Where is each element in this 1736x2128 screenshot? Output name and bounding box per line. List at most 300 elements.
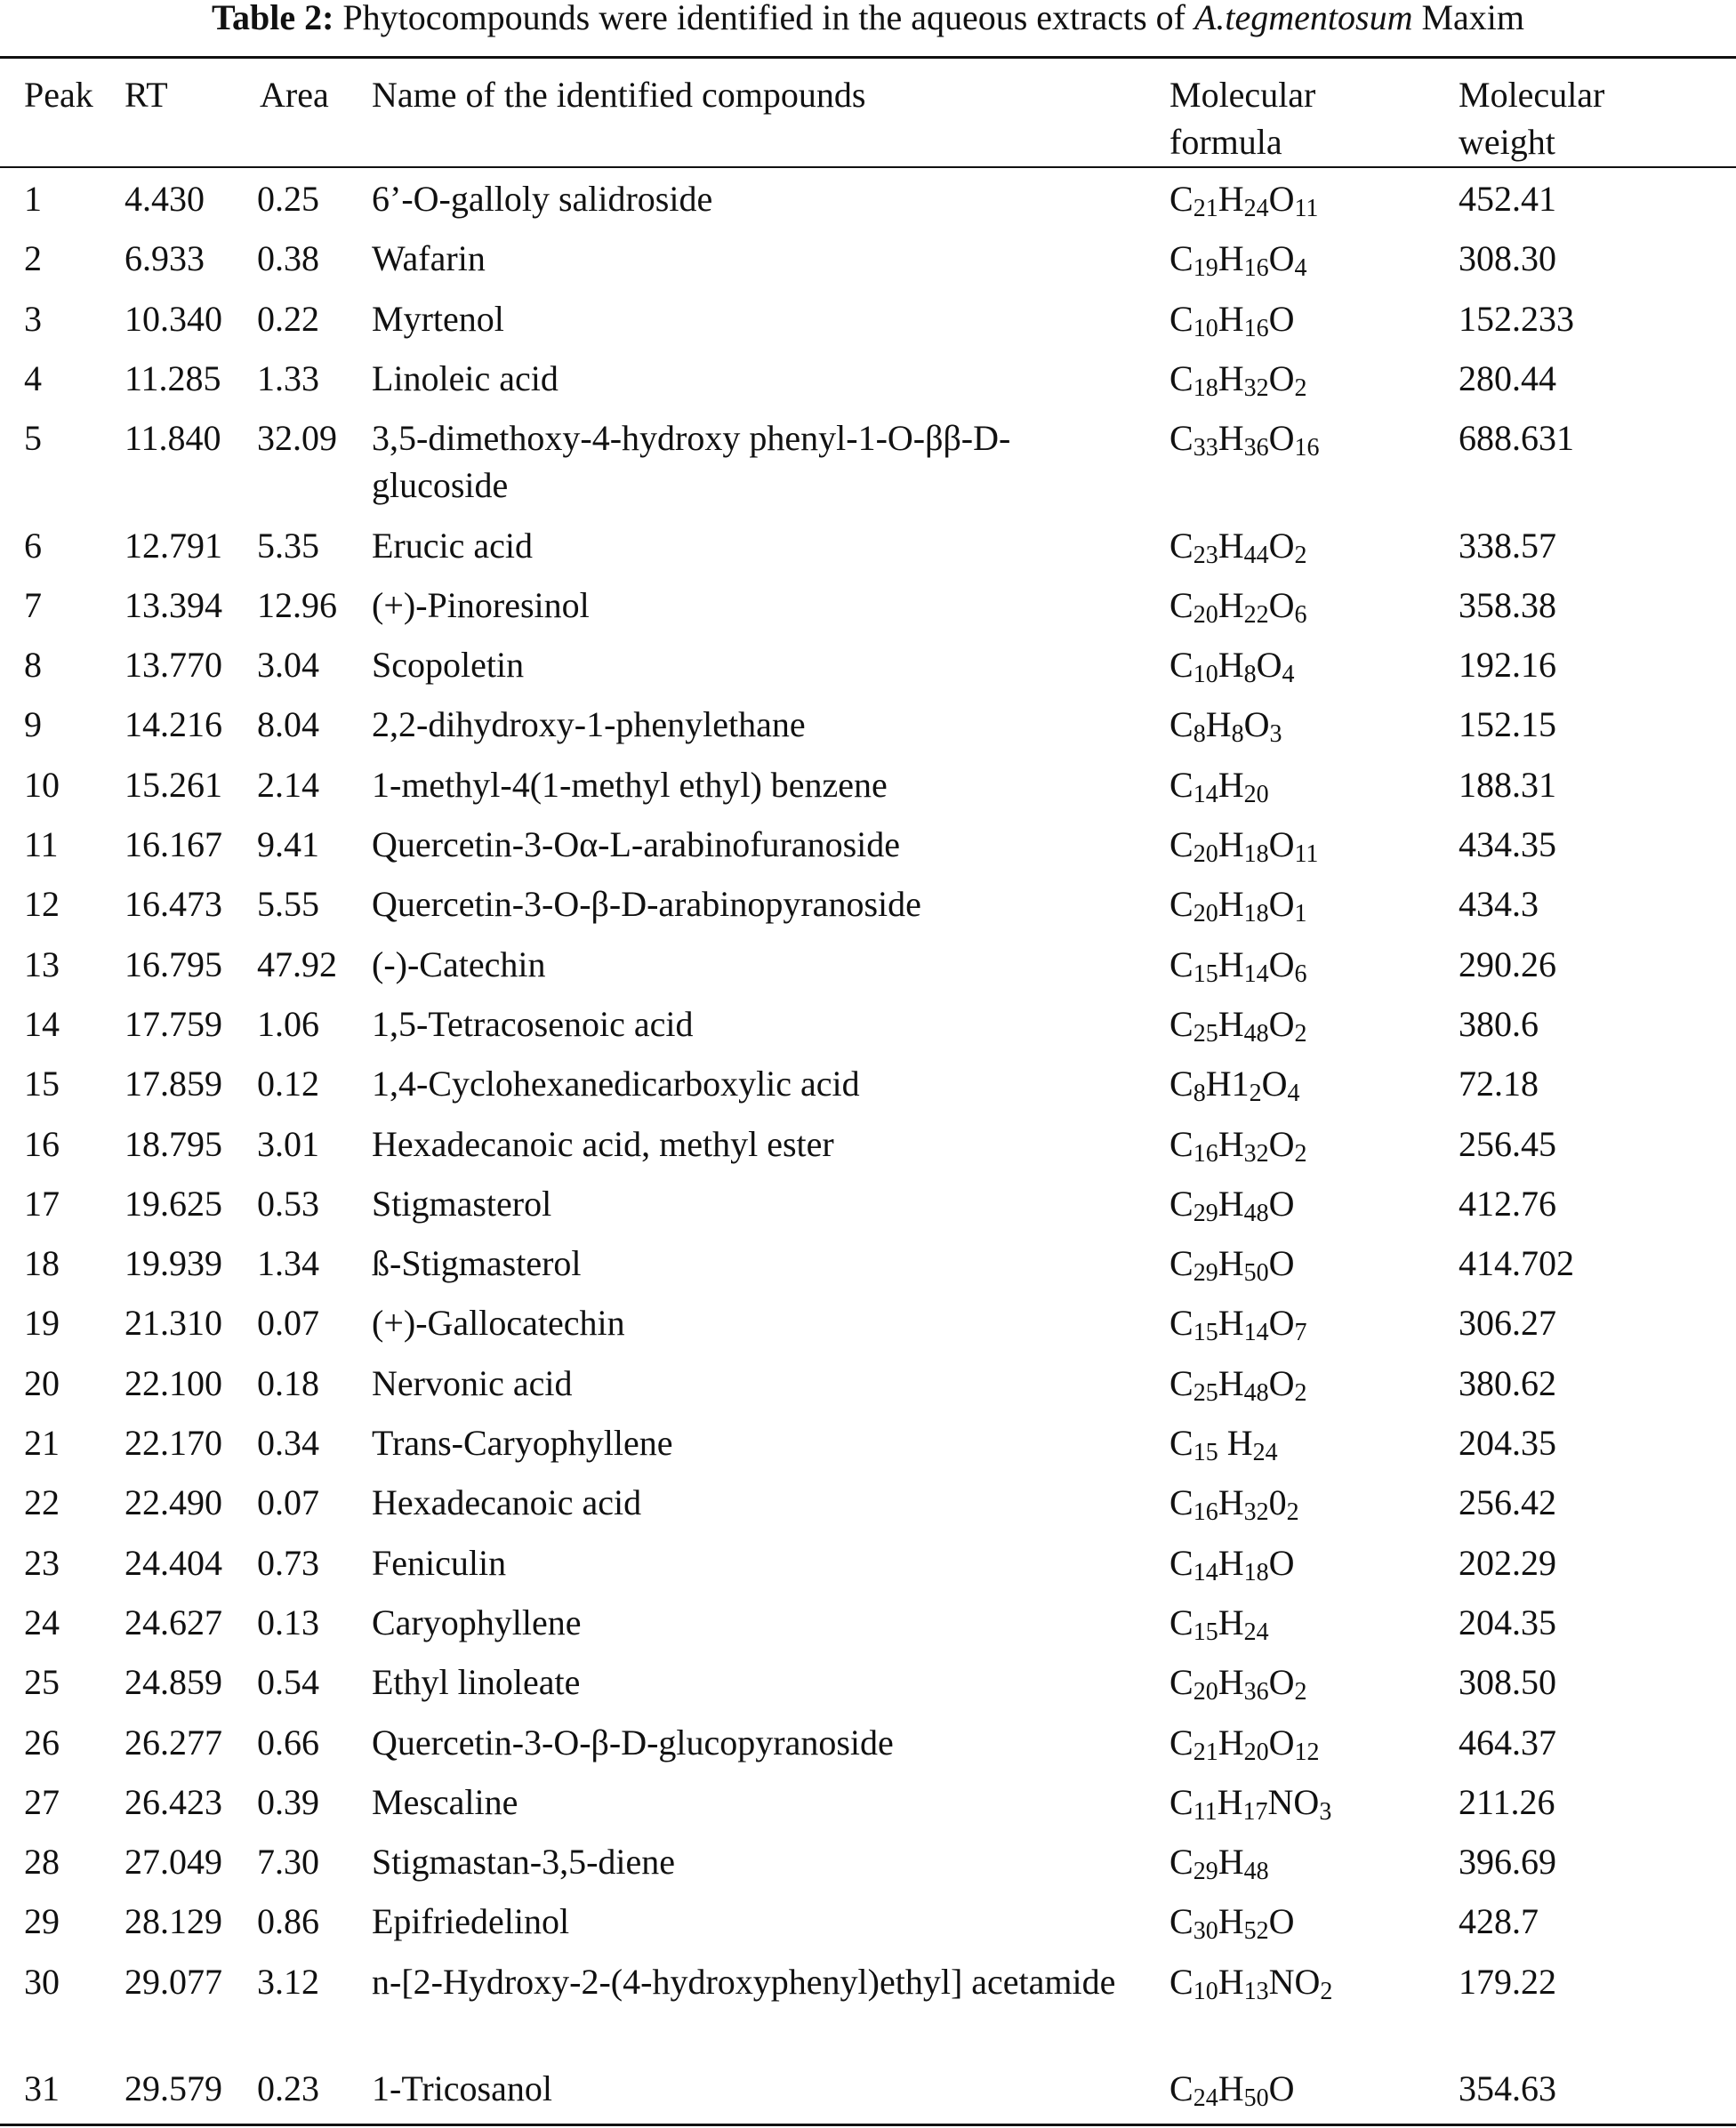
formula-cell xyxy=(1169,941,1306,988)
table-row xyxy=(0,295,1736,355)
formula-cell xyxy=(1169,1419,1278,1466)
formula-cell xyxy=(1169,1719,1319,1766)
formula-element: O xyxy=(1268,357,1295,398)
formula-element: O xyxy=(1268,2068,1295,2109)
table-row xyxy=(0,1779,1736,1838)
formula-subscript: 16 xyxy=(1193,1139,1218,1168)
formula-element: C xyxy=(1169,1602,1194,1642)
formula-subscript: 15 xyxy=(1193,960,1218,988)
formula-element: O xyxy=(1268,1183,1295,1224)
formula-element: H xyxy=(1218,418,1244,459)
table-row xyxy=(0,1658,1736,1718)
header-rt: RT xyxy=(125,75,168,115)
formula-element: C xyxy=(1169,1662,1194,1703)
formula-cell xyxy=(1169,1000,1306,1048)
compound-name-cell: Myrtenol xyxy=(372,298,504,339)
formula-subscript: 48 xyxy=(1243,1378,1269,1407)
peak-cell: 20 xyxy=(24,1362,60,1403)
formula-subscript: 16 xyxy=(1243,254,1269,283)
formula-element: O xyxy=(1268,944,1295,984)
rt-cell: 18.795 xyxy=(125,1123,222,1164)
formula-element: C xyxy=(1169,1123,1194,1164)
area-cell: 3.01 xyxy=(257,1123,319,1164)
formula-element: O xyxy=(1256,645,1282,686)
formula-element: C xyxy=(1169,1064,1194,1104)
formula-subscript: 3 xyxy=(1319,1797,1332,1826)
formula-cell xyxy=(1169,1360,1306,1407)
area-cell: 0.23 xyxy=(257,2068,319,2109)
formula-cell xyxy=(1169,235,1306,282)
formula-subscript: 14 xyxy=(1243,960,1269,988)
formula-subscript: 18 xyxy=(1193,373,1218,402)
table-row xyxy=(0,1599,1736,1658)
formula-subscript: 25 xyxy=(1193,1019,1218,1048)
formula-element: C xyxy=(1169,1303,1194,1344)
formula-cell xyxy=(1169,1658,1306,1706)
formula-subscript: 48 xyxy=(1243,1858,1269,1886)
formula-element: H xyxy=(1218,357,1244,398)
rt-cell: 26.423 xyxy=(125,1781,222,1822)
formula-subscript: 20 xyxy=(1243,1738,1269,1766)
formula-subscript: 32 xyxy=(1243,1139,1269,1168)
formula-element: C xyxy=(1169,1243,1194,1284)
caption-species: A.tegmentosum xyxy=(1194,0,1413,37)
formula-element: C xyxy=(1169,584,1194,625)
formula-subscript: 20 xyxy=(1193,1678,1218,1706)
formula-subscript: 23 xyxy=(1193,541,1218,569)
compound-name-cell: Mescaline xyxy=(372,1781,518,1822)
formula-element: C xyxy=(1169,1423,1194,1464)
formula-element: C xyxy=(1169,824,1194,865)
compound-name-cell: Feniculin xyxy=(372,1542,507,1583)
formula-subscript: 2 xyxy=(1294,373,1307,402)
compound-name-cell: 2,2-dihydroxy-1-phenylethane xyxy=(372,704,806,745)
area-cell: 0.18 xyxy=(257,1362,319,1403)
formula-cell xyxy=(1169,1779,1331,1826)
table-row xyxy=(0,880,1736,940)
table-header-rule xyxy=(0,166,1736,168)
peak-cell: 1 xyxy=(24,179,42,219)
rt-cell: 29.077 xyxy=(125,1961,222,2002)
rt-cell: 24.404 xyxy=(125,1542,222,1583)
formula-element: C xyxy=(1169,525,1194,566)
area-cell: 0.38 xyxy=(257,238,319,279)
formula-element: H xyxy=(1218,1662,1244,1703)
peak-cell: 18 xyxy=(24,1243,60,1284)
area-cell: 3.12 xyxy=(257,1961,319,2002)
table-row xyxy=(0,1299,1736,1359)
peak-cell: 25 xyxy=(24,1662,60,1703)
formula-cell xyxy=(1169,295,1294,342)
formula-element: O xyxy=(1268,884,1295,925)
area-cell: 0.07 xyxy=(257,1482,319,1523)
formula-cell xyxy=(1169,355,1306,402)
formula-subscript: 2 xyxy=(1294,1678,1307,1706)
formula-subscript: 3 xyxy=(1269,720,1282,749)
formula-element: O xyxy=(1261,1064,1288,1104)
formula-subscript: 17 xyxy=(1242,1797,1268,1826)
table-row xyxy=(0,1000,1736,1060)
formula-subscript: 10 xyxy=(1193,1977,1218,2005)
rt-cell: 22.490 xyxy=(125,1482,222,1523)
peak-cell: 12 xyxy=(24,884,60,925)
formula-element: O xyxy=(1268,525,1295,566)
weight-cell: 306.27 xyxy=(1459,1303,1556,1344)
compound-name-cell: Caryophyllene xyxy=(372,1602,582,1642)
rt-cell: 28.129 xyxy=(125,1901,222,1942)
formula-element: H xyxy=(1218,1961,1244,2002)
formula-cell xyxy=(1169,1958,1332,2005)
formula-subscript: 29 xyxy=(1193,1858,1218,1886)
formula-element: H xyxy=(1218,1243,1244,1284)
rt-cell: 17.859 xyxy=(125,1064,222,1104)
peak-cell: 15 xyxy=(24,1064,60,1104)
formula-subscript: 14 xyxy=(1193,1558,1218,1586)
formula-element: H xyxy=(1218,1482,1244,1523)
compound-name-cell: Quercetin-3-Oα-L-arabinofuranoside xyxy=(372,824,901,865)
peak-cell: 13 xyxy=(24,944,60,984)
formula-subscript: 19 xyxy=(1193,254,1218,283)
header-area: Area xyxy=(260,75,329,115)
formula-subscript: 16 xyxy=(1294,434,1320,462)
rt-cell: 14.216 xyxy=(125,704,222,745)
area-cell: 12.96 xyxy=(257,584,337,625)
formula-element: O xyxy=(1243,704,1270,745)
formula-cell xyxy=(1169,1838,1269,1885)
formula-cell xyxy=(1169,641,1294,688)
rt-cell: 19.625 xyxy=(125,1183,222,1224)
formula-element: O xyxy=(1268,1123,1295,1164)
compound-name-cell: Stigmastan-3,5-diene xyxy=(372,1842,676,1883)
weight-cell: 428.7 xyxy=(1459,1901,1539,1942)
formula-cell xyxy=(1169,414,1319,462)
formula-subscript: 15 xyxy=(1193,1439,1218,1467)
formula-element: H xyxy=(1218,1901,1244,1942)
weight-cell: 464.37 xyxy=(1459,1722,1556,1763)
formula-element: C xyxy=(1169,1901,1194,1942)
weight-cell: 308.50 xyxy=(1459,1662,1556,1703)
compound-name-cell: (+)-Gallocatechin xyxy=(372,1303,625,1344)
formula-subscript: 2 xyxy=(1286,1498,1299,1527)
area-cell: 0.25 xyxy=(257,179,319,219)
peak-cell: 5 xyxy=(24,418,42,459)
caption-text: Phytocompounds were identified in the aqueous extracts of xyxy=(342,0,1185,37)
formula-cell xyxy=(1169,1479,1299,1526)
table-row xyxy=(0,1360,1736,1419)
formula-element: H xyxy=(1218,238,1244,279)
peak-cell: 26 xyxy=(24,1722,60,1763)
weight-cell: 688.631 xyxy=(1459,418,1574,459)
peak-cell: 11 xyxy=(24,824,59,865)
peak-cell: 28 xyxy=(24,1842,60,1883)
area-cell: 3.04 xyxy=(257,645,319,686)
table-row xyxy=(0,1120,1736,1180)
formula-subscript: 18 xyxy=(1243,1558,1269,1586)
formula-subscript: 16 xyxy=(1243,314,1269,342)
formula-element: C xyxy=(1169,1722,1194,1763)
formula-element: H xyxy=(1218,1003,1244,1044)
table-row xyxy=(0,1060,1736,1120)
peak-cell: 22 xyxy=(24,1482,60,1523)
formula-element: H xyxy=(1218,298,1244,339)
formula-element: H xyxy=(1218,1423,1253,1464)
weight-cell: 204.35 xyxy=(1459,1602,1556,1642)
formula-subscript: 8 xyxy=(1231,720,1244,749)
peak-cell: 10 xyxy=(24,764,60,805)
compound-name-cell: 3,5-dimethoxy-4-hydroxy phenyl-1-O-ββ-D-glucoside xyxy=(372,418,1011,506)
area-cell: 5.35 xyxy=(257,525,319,566)
formula-subscript: 20 xyxy=(1243,780,1269,808)
compound-name-cell: Erucic acid xyxy=(372,525,533,566)
rt-cell: 15.261 xyxy=(125,764,222,805)
formula-cell xyxy=(1169,1120,1306,1168)
rt-cell: 17.759 xyxy=(125,1003,222,1044)
formula-subscript: 8 xyxy=(1243,661,1257,689)
formula-element: C xyxy=(1169,645,1194,686)
rt-cell: 21.310 xyxy=(125,1303,222,1344)
table-row xyxy=(0,941,1736,1000)
area-cell: 9.41 xyxy=(257,824,319,865)
formula-subscript: 2 xyxy=(1294,1378,1307,1407)
formula-element: C xyxy=(1169,179,1194,219)
table-row xyxy=(0,582,1736,641)
weight-cell: 414.702 xyxy=(1459,1243,1574,1284)
formula-element: H xyxy=(1218,1722,1244,1763)
formula-subscript: 36 xyxy=(1243,1678,1269,1706)
compound-name-cell: (-)-Catechin xyxy=(372,944,546,984)
formula-element: H1 xyxy=(1205,1064,1250,1104)
formula-subscript: 15 xyxy=(1193,1319,1218,1347)
formula-element: H xyxy=(1218,645,1244,686)
formula-cell xyxy=(1169,1060,1299,1107)
peak-cell: 29 xyxy=(24,1901,60,1942)
table-body xyxy=(0,175,1736,2124)
formula-subscript: 52 xyxy=(1243,1917,1269,1946)
formula-element: O xyxy=(1268,1662,1295,1703)
weight-cell: 152.15 xyxy=(1459,704,1556,745)
formula-element: H xyxy=(1218,1183,1244,1224)
weight-cell: 152.233 xyxy=(1459,298,1574,339)
area-cell: 2.14 xyxy=(257,764,319,805)
formula-element: NO xyxy=(1268,1961,1321,2002)
formula-subscript: 2 xyxy=(1294,541,1307,569)
weight-cell: 72.18 xyxy=(1459,1064,1539,1104)
formula-subscript: 15 xyxy=(1193,1618,1218,1646)
weight-cell: 434.35 xyxy=(1459,824,1556,865)
formula-element: 0 xyxy=(1268,1482,1287,1523)
formula-subscript: 12 xyxy=(1294,1738,1320,1766)
formula-element: O xyxy=(1268,1542,1295,1583)
table-row xyxy=(0,1898,1736,1957)
area-cell: 0.66 xyxy=(257,1722,319,1763)
formula-subscript: 36 xyxy=(1243,434,1269,462)
compound-name-cell: Wafarin xyxy=(372,238,486,279)
rt-cell: 13.770 xyxy=(125,645,222,686)
area-cell: 0.73 xyxy=(257,1542,319,1583)
peak-cell: 7 xyxy=(24,584,42,625)
formula-element: O xyxy=(1268,1362,1295,1403)
formula-element: H xyxy=(1218,2068,1244,2109)
formula-subscript: 20 xyxy=(1193,900,1218,928)
formula-subscript: 2 xyxy=(1294,1019,1307,1048)
formula-element: C xyxy=(1169,1482,1194,1523)
table-row xyxy=(0,1539,1736,1599)
formula-subscript: 10 xyxy=(1193,314,1218,342)
weight-cell: 256.45 xyxy=(1459,1123,1556,1164)
formula-cell xyxy=(1169,880,1306,927)
table-row xyxy=(0,414,1736,521)
formula-element: NO xyxy=(1267,1781,1320,1822)
compound-name-cell: Nervonic acid xyxy=(372,1362,573,1403)
rt-cell: 4.430 xyxy=(125,179,205,219)
formula-element: H xyxy=(1218,1602,1244,1642)
table-row xyxy=(0,522,1736,582)
table-row xyxy=(0,1838,1736,1898)
formula-element: C xyxy=(1169,1362,1194,1403)
peak-cell: 2 xyxy=(24,238,42,279)
area-cell: 8.04 xyxy=(257,704,319,745)
weight-cell: 396.69 xyxy=(1459,1842,1556,1883)
formula-subscript: 24 xyxy=(1252,1439,1278,1467)
table-row xyxy=(0,761,1736,821)
rt-cell: 10.340 xyxy=(125,298,222,339)
rt-cell: 16.473 xyxy=(125,884,222,925)
formula-subscript: 4 xyxy=(1287,1080,1300,1108)
compound-name-cell: 1-Tricosanol xyxy=(372,2068,552,2109)
table-caption xyxy=(0,0,1736,36)
formula-element: C xyxy=(1169,704,1194,745)
weight-cell: 434.3 xyxy=(1459,884,1539,925)
compound-name-cell: Hexadecanoic acid xyxy=(372,1482,642,1523)
peak-cell: 23 xyxy=(24,1542,60,1583)
compound-name-cell: Ethyl linoleate xyxy=(372,1662,581,1703)
area-cell: 0.86 xyxy=(257,1901,319,1942)
table-row xyxy=(0,175,1736,235)
formula-element: O xyxy=(1268,1722,1295,1763)
table-row xyxy=(0,1719,1736,1779)
formula-element: C xyxy=(1169,238,1194,279)
formula-element: O xyxy=(1268,298,1295,339)
peak-cell: 31 xyxy=(24,2068,60,2109)
formula-subscript: 4 xyxy=(1294,254,1307,283)
rt-cell: 16.167 xyxy=(125,824,222,865)
formula-element: H xyxy=(1218,1362,1244,1403)
area-cell: 0.12 xyxy=(257,1064,319,1104)
formula-subscript: 21 xyxy=(1193,195,1218,222)
formula-cell xyxy=(1169,701,1282,748)
weight-cell: 308.30 xyxy=(1459,238,1556,279)
formula-subscript: 21 xyxy=(1193,1738,1218,1766)
formula-subscript: 22 xyxy=(1243,600,1269,629)
table-row xyxy=(0,1958,1736,2065)
weight-cell: 354.63 xyxy=(1459,2068,1556,2109)
weight-cell: 290.26 xyxy=(1459,944,1556,984)
formula-subscript: 18 xyxy=(1243,900,1269,928)
area-cell: 47.92 xyxy=(257,944,337,984)
formula-element: O xyxy=(1268,418,1295,459)
area-cell: 0.39 xyxy=(257,1781,319,1822)
formula-cell xyxy=(1169,821,1318,868)
formula-element: C xyxy=(1169,1781,1194,1822)
area-cell: 0.34 xyxy=(257,1423,319,1464)
header-weight: Molecular weight xyxy=(1459,75,1605,162)
formula-element: C xyxy=(1169,298,1194,339)
formula-element: H xyxy=(1218,1842,1244,1883)
formula-element: O xyxy=(1268,824,1295,865)
formula-subscript: 4 xyxy=(1282,661,1295,689)
formula-element: C xyxy=(1169,418,1194,459)
rt-cell: 13.394 xyxy=(125,584,222,625)
table-row xyxy=(0,2065,1736,2124)
formula-subscript: 14 xyxy=(1193,780,1218,808)
formula-element: H xyxy=(1218,1303,1244,1344)
compound-name-cell: Epifriedelinol xyxy=(372,1901,570,1942)
peak-cell: 16 xyxy=(24,1123,60,1164)
formula-subscript: 14 xyxy=(1243,1319,1269,1347)
formula-subscript: 48 xyxy=(1243,1019,1269,1048)
compound-name-cell: Quercetin-3-O-β-D-glucopyranoside xyxy=(372,1722,894,1763)
formula-subscript: 11 xyxy=(1193,1797,1218,1826)
formula-cell xyxy=(1169,1299,1306,1346)
area-cell: 1.34 xyxy=(257,1243,319,1284)
rt-cell: 19.939 xyxy=(125,1243,222,1284)
table-row xyxy=(0,1479,1736,1538)
formula-subscript: 29 xyxy=(1193,1259,1218,1288)
formula-cell xyxy=(1169,1240,1294,1287)
formula-cell xyxy=(1169,1599,1269,1646)
area-cell: 5.55 xyxy=(257,884,319,925)
compound-name-cell: (+)-Pinoresinol xyxy=(372,584,590,625)
weight-cell: 380.62 xyxy=(1459,1362,1556,1403)
formula-element: C xyxy=(1169,2068,1194,2109)
compound-name-cell: Linoleic acid xyxy=(372,357,559,398)
peak-cell: 19 xyxy=(24,1303,60,1344)
area-cell: 0.54 xyxy=(257,1662,319,1703)
table-row xyxy=(0,701,1736,760)
caption-suffix: Maxim xyxy=(1421,0,1525,37)
formula-subscript: 48 xyxy=(1243,1199,1269,1227)
compound-name-cell: 1-methyl-4(1-methyl ethyl) benzene xyxy=(372,764,888,805)
peak-cell: 8 xyxy=(24,645,42,686)
formula-cell xyxy=(1169,175,1318,222)
weight-cell: 192.16 xyxy=(1459,645,1556,686)
table-row xyxy=(0,641,1736,701)
compound-name-cell: n-[2-Hydroxy-2-(4-hydroxyphenyl)ethyl] acetamide xyxy=(372,1961,1116,2002)
peak-cell: 3 xyxy=(24,298,42,339)
formula-element: H xyxy=(1218,824,1244,865)
area-cell: 0.13 xyxy=(257,1602,319,1642)
formula-element: H xyxy=(1218,179,1244,219)
peak-cell: 14 xyxy=(24,1003,60,1044)
formula-element: C xyxy=(1169,944,1194,984)
formula-subscript: 6 xyxy=(1294,960,1307,988)
formula-subscript: 25 xyxy=(1193,1378,1218,1407)
table-row xyxy=(0,235,1736,294)
formula-subscript: 13 xyxy=(1243,1977,1269,2005)
formula-element: O xyxy=(1268,179,1295,219)
peak-cell: 24 xyxy=(24,1602,60,1642)
formula-cell xyxy=(1169,582,1306,629)
formula-subscript: 29 xyxy=(1193,1199,1218,1227)
formula-element: H xyxy=(1218,584,1244,625)
weight-cell: 211.26 xyxy=(1459,1781,1555,1822)
compound-name-cell: Quercetin-3-O-β-D-arabinopyranoside xyxy=(372,884,921,925)
formula-element: O xyxy=(1268,584,1295,625)
formula-cell xyxy=(1169,1180,1294,1227)
peak-cell: 21 xyxy=(24,1423,60,1464)
peak-cell: 30 xyxy=(24,1961,60,2002)
formula-subscript: 11 xyxy=(1294,195,1319,222)
